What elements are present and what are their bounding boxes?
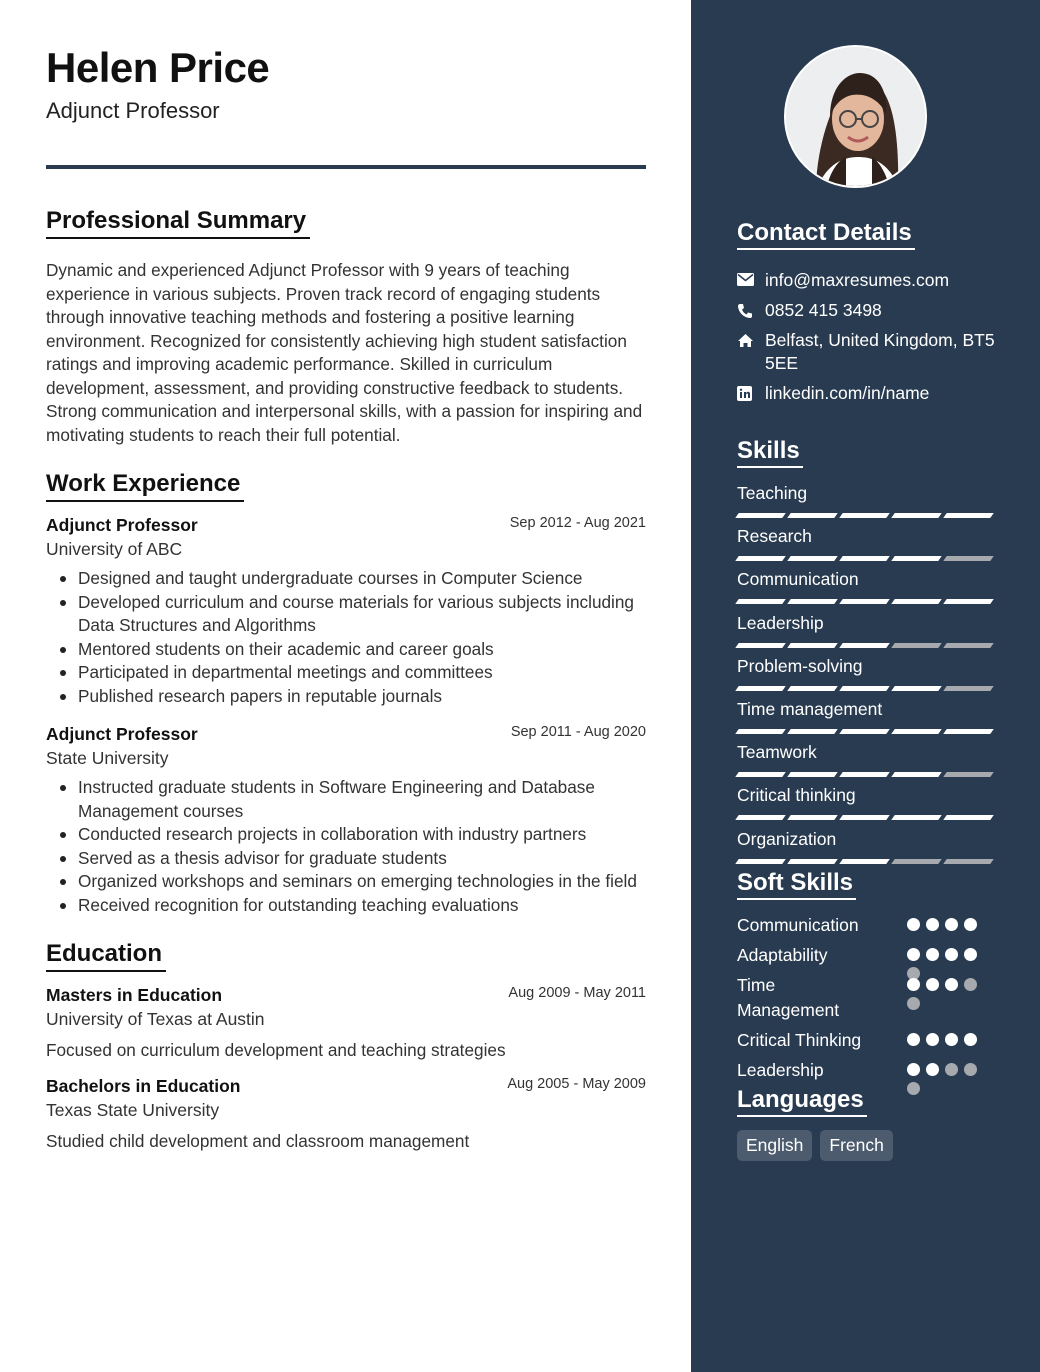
job-entry <box>46 515 646 708</box>
school: University of Texas at Austin <box>46 1009 265 1029</box>
education-description: Studied child development and classroom management <box>46 1131 470 1151</box>
email-text: info@maxresumes.com <box>765 270 950 290</box>
bullet-item: Mentored students on their academic and career goals <box>46 638 646 662</box>
skill-bar-segment <box>839 686 890 691</box>
skill-label: Communication <box>737 569 859 590</box>
skill-item <box>737 742 993 777</box>
rating-dot <box>964 1063 977 1076</box>
skill-item <box>737 829 993 864</box>
rating-dot <box>964 918 977 931</box>
skill-bar-segment <box>839 772 890 777</box>
rating-dot <box>945 1063 958 1076</box>
school: Texas State University <box>46 1100 220 1120</box>
skill-bar-segment <box>787 859 838 864</box>
rating-dot <box>907 1063 920 1076</box>
bullet-item: Organized workshops and seminars on emerging technologies in the field <box>46 870 646 894</box>
skill-level-bar <box>737 513 993 518</box>
home-icon <box>737 329 765 375</box>
bullet-item: Served as a thesis advisor for graduate students <box>46 847 646 871</box>
address-text: Belfast, United Kingdom, BT5 5EE <box>765 330 995 373</box>
skill-bar-segment <box>839 859 890 864</box>
job-bullets <box>46 776 646 917</box>
skill-bar-segment <box>891 859 942 864</box>
rating-dot <box>945 948 958 961</box>
skill-bar-segment <box>943 643 994 648</box>
skill-bar-segment <box>735 556 786 561</box>
summary-text: Dynamic and experienced Adjunct Professor with 9 years of teaching experience in various subjects. Proven track record of engaging students through innovative teaching methods and fostering a positive learning environment. Recognized for consistently achieving high student satisfaction ratings and improving academic performance. Skilled in curriculum development, assessment, and providing constructive feedback to students. Strong communication and interpersonal skills, with a passion for inspiring and motivating students to reach their full potential. <box>46 260 643 445</box>
bullet-item: Received recognition for outstanding teaching evaluations <box>46 894 646 918</box>
skill-level-bar <box>737 859 993 864</box>
job-organization: State University <box>46 748 169 768</box>
skill-label: Problem-solving <box>737 655 863 676</box>
rating-dot <box>945 978 958 991</box>
education-description: Focused on curriculum development and teaching strategies <box>46 1040 506 1060</box>
rating-dot <box>907 997 920 1010</box>
skill-item <box>737 785 993 820</box>
education-date: Aug 2005 - May 2009 <box>507 1076 646 1092</box>
bullet-item: Instructed graduate students in Software Engineering and Database Management courses <box>46 776 646 823</box>
bullet-item: Designed and taught undergraduate courses in Computer Science <box>46 567 646 591</box>
candidate-title: Adjunct Professor <box>46 98 220 123</box>
header-divider <box>46 165 646 169</box>
rating-dot <box>907 978 920 991</box>
skill-bar-segment <box>839 815 890 820</box>
summary-heading: Professional Summary <box>46 207 310 239</box>
rating-dot <box>926 918 939 931</box>
skill-bar-segment <box>943 815 994 820</box>
education-heading: Education <box>46 940 166 972</box>
skill-item <box>737 656 993 691</box>
skill-label: Teaching <box>737 483 808 503</box>
skill-label: Time management <box>737 699 883 719</box>
skill-bar-segment <box>735 815 786 820</box>
skill-item <box>737 699 993 734</box>
skill-bar-segment <box>787 729 838 734</box>
rating-dot <box>907 918 920 931</box>
soft-skill-label: Time Management <box>737 975 840 1020</box>
skill-bar-segment <box>787 513 838 518</box>
skill-bar-segment <box>839 599 890 604</box>
language-tag: English <box>737 1130 812 1161</box>
skill-bar-segment <box>891 556 942 561</box>
skill-bar-segment <box>787 643 838 648</box>
rating-dot <box>945 918 958 931</box>
rating-dot <box>926 1063 939 1076</box>
job-organization: University of ABC <box>46 539 183 559</box>
skill-bar-segment <box>943 772 994 777</box>
contact-email[interactable] <box>737 269 997 292</box>
linkedin-icon <box>737 382 765 405</box>
skill-level-bar <box>737 772 993 777</box>
skill-bar-segment <box>943 859 994 864</box>
skill-bar-segment <box>735 686 786 691</box>
education-date: Aug 2009 - May 2011 <box>508 985 646 1001</box>
soft-skill-rating <box>907 978 979 1010</box>
soft-skill-item <box>737 943 997 968</box>
job-title: Adjunct Professor <box>46 724 198 744</box>
job-date: Sep 2012 - Aug 2021 <box>509 515 646 531</box>
skill-label: Research <box>737 526 812 547</box>
skill-bar-segment <box>943 556 994 561</box>
skill-bar-segment <box>735 859 786 864</box>
soft-skill-item <box>737 973 997 1023</box>
skill-bar-segment <box>943 513 994 518</box>
soft-skill-item <box>737 1058 997 1083</box>
skill-level-bar <box>737 599 993 604</box>
rating-dot <box>926 1033 939 1046</box>
contact-heading: Contact Details <box>737 219 915 250</box>
contact-linkedin[interactable] <box>737 382 997 405</box>
bullet-item: Conducted research projects in collaboration with industry partners <box>46 823 646 847</box>
skill-level-bar <box>737 729 993 734</box>
skill-bar-segment <box>735 599 786 604</box>
skills-heading: Skills <box>737 437 803 468</box>
skill-item <box>737 569 993 604</box>
skill-bar-segment <box>787 815 838 820</box>
skill-bar-segment <box>735 643 786 648</box>
rating-dot <box>907 1033 920 1046</box>
skill-bar-segment <box>839 513 890 518</box>
skill-bar-segment <box>787 772 838 777</box>
soft-skill-rating <box>907 1063 979 1095</box>
portrait-image <box>786 47 927 188</box>
skill-item <box>737 526 993 561</box>
skill-bar-segment <box>735 772 786 777</box>
job-title: Adjunct Professor <box>46 515 198 535</box>
skill-label: Organization <box>737 828 837 849</box>
skill-bar-segment <box>891 686 942 691</box>
skill-bar-segment <box>787 599 838 604</box>
skill-bar-segment <box>943 729 994 734</box>
soft-skill-rating <box>907 1033 979 1046</box>
skill-bar-segment <box>839 729 890 734</box>
soft-skill-label: Leadership <box>737 1060 824 1080</box>
sidebar <box>691 0 1040 1372</box>
job-entry <box>46 724 646 917</box>
bullet-item: Developed curriculum and course materials for various subjects including Data Structures and Algorithms <box>46 591 646 638</box>
rating-dot <box>926 948 939 961</box>
skill-label: Leadership <box>737 612 824 633</box>
soft-skill-item <box>737 1028 997 1053</box>
skill-bar-segment <box>891 599 942 604</box>
rating-dot <box>964 1033 977 1046</box>
job-bullets <box>46 567 646 708</box>
job-date: Sep 2011 - Aug 2020 <box>510 724 646 740</box>
skill-item <box>737 483 993 518</box>
soft-skill-label: Critical Thinking <box>737 1030 862 1050</box>
skill-level-bar <box>737 643 993 648</box>
skill-bar-segment <box>735 513 786 518</box>
soft-skill-label: Adaptability <box>737 945 828 965</box>
education-entry <box>46 1076 646 1152</box>
languages-heading: Languages <box>737 1086 867 1117</box>
work-heading: Work Experience <box>46 470 244 502</box>
skill-bar-segment <box>735 729 786 734</box>
soft-skills-heading: Soft Skills <box>737 869 856 900</box>
education-entry <box>46 985 646 1061</box>
skill-level-bar <box>737 686 993 691</box>
skill-bar-segment <box>891 513 942 518</box>
bullet-item: Participated in departmental meetings and committees <box>46 661 646 685</box>
degree: Bachelors in Education <box>46 1076 241 1096</box>
phone-text: 0852 415 3498 <box>765 300 882 320</box>
contact-address <box>737 329 997 375</box>
language-tag: French <box>820 1130 892 1161</box>
profile-photo <box>784 45 927 188</box>
skill-bar-segment <box>891 772 942 777</box>
linkedin-text: linkedin.com/in/name <box>765 383 930 403</box>
languages-list <box>737 1130 893 1161</box>
skill-bar-segment <box>943 686 994 691</box>
rating-dot <box>945 1033 958 1046</box>
skill-label: Teamwork <box>737 742 817 763</box>
skill-bar-segment <box>787 686 838 691</box>
rating-dot <box>907 1082 920 1095</box>
skill-bar-segment <box>891 815 942 820</box>
skill-bar-segment <box>839 643 890 648</box>
skill-bar-segment <box>891 729 942 734</box>
skill-bar-segment <box>943 599 994 604</box>
degree: Masters in Education <box>46 985 223 1005</box>
candidate-name: Helen Price <box>46 44 270 91</box>
contact-phone[interactable] <box>737 299 997 322</box>
soft-skill-label: Communication <box>737 915 859 935</box>
rating-dot <box>907 948 920 961</box>
skill-level-bar <box>737 815 993 820</box>
skill-level-bar <box>737 556 993 561</box>
phone-icon <box>737 299 765 322</box>
soft-skill-rating <box>907 918 979 931</box>
skill-bar-segment <box>839 556 890 561</box>
skill-item <box>737 613 993 648</box>
skill-bar-segment <box>891 643 942 648</box>
skill-label: Critical thinking <box>737 785 856 806</box>
rating-dot <box>964 948 977 961</box>
skill-bar-segment <box>787 556 838 561</box>
rating-dot <box>964 978 977 991</box>
bullet-item: Published research papers in reputable journals <box>46 685 646 709</box>
envelope-icon <box>737 269 765 292</box>
soft-skill-item <box>737 913 997 938</box>
rating-dot <box>926 978 939 991</box>
